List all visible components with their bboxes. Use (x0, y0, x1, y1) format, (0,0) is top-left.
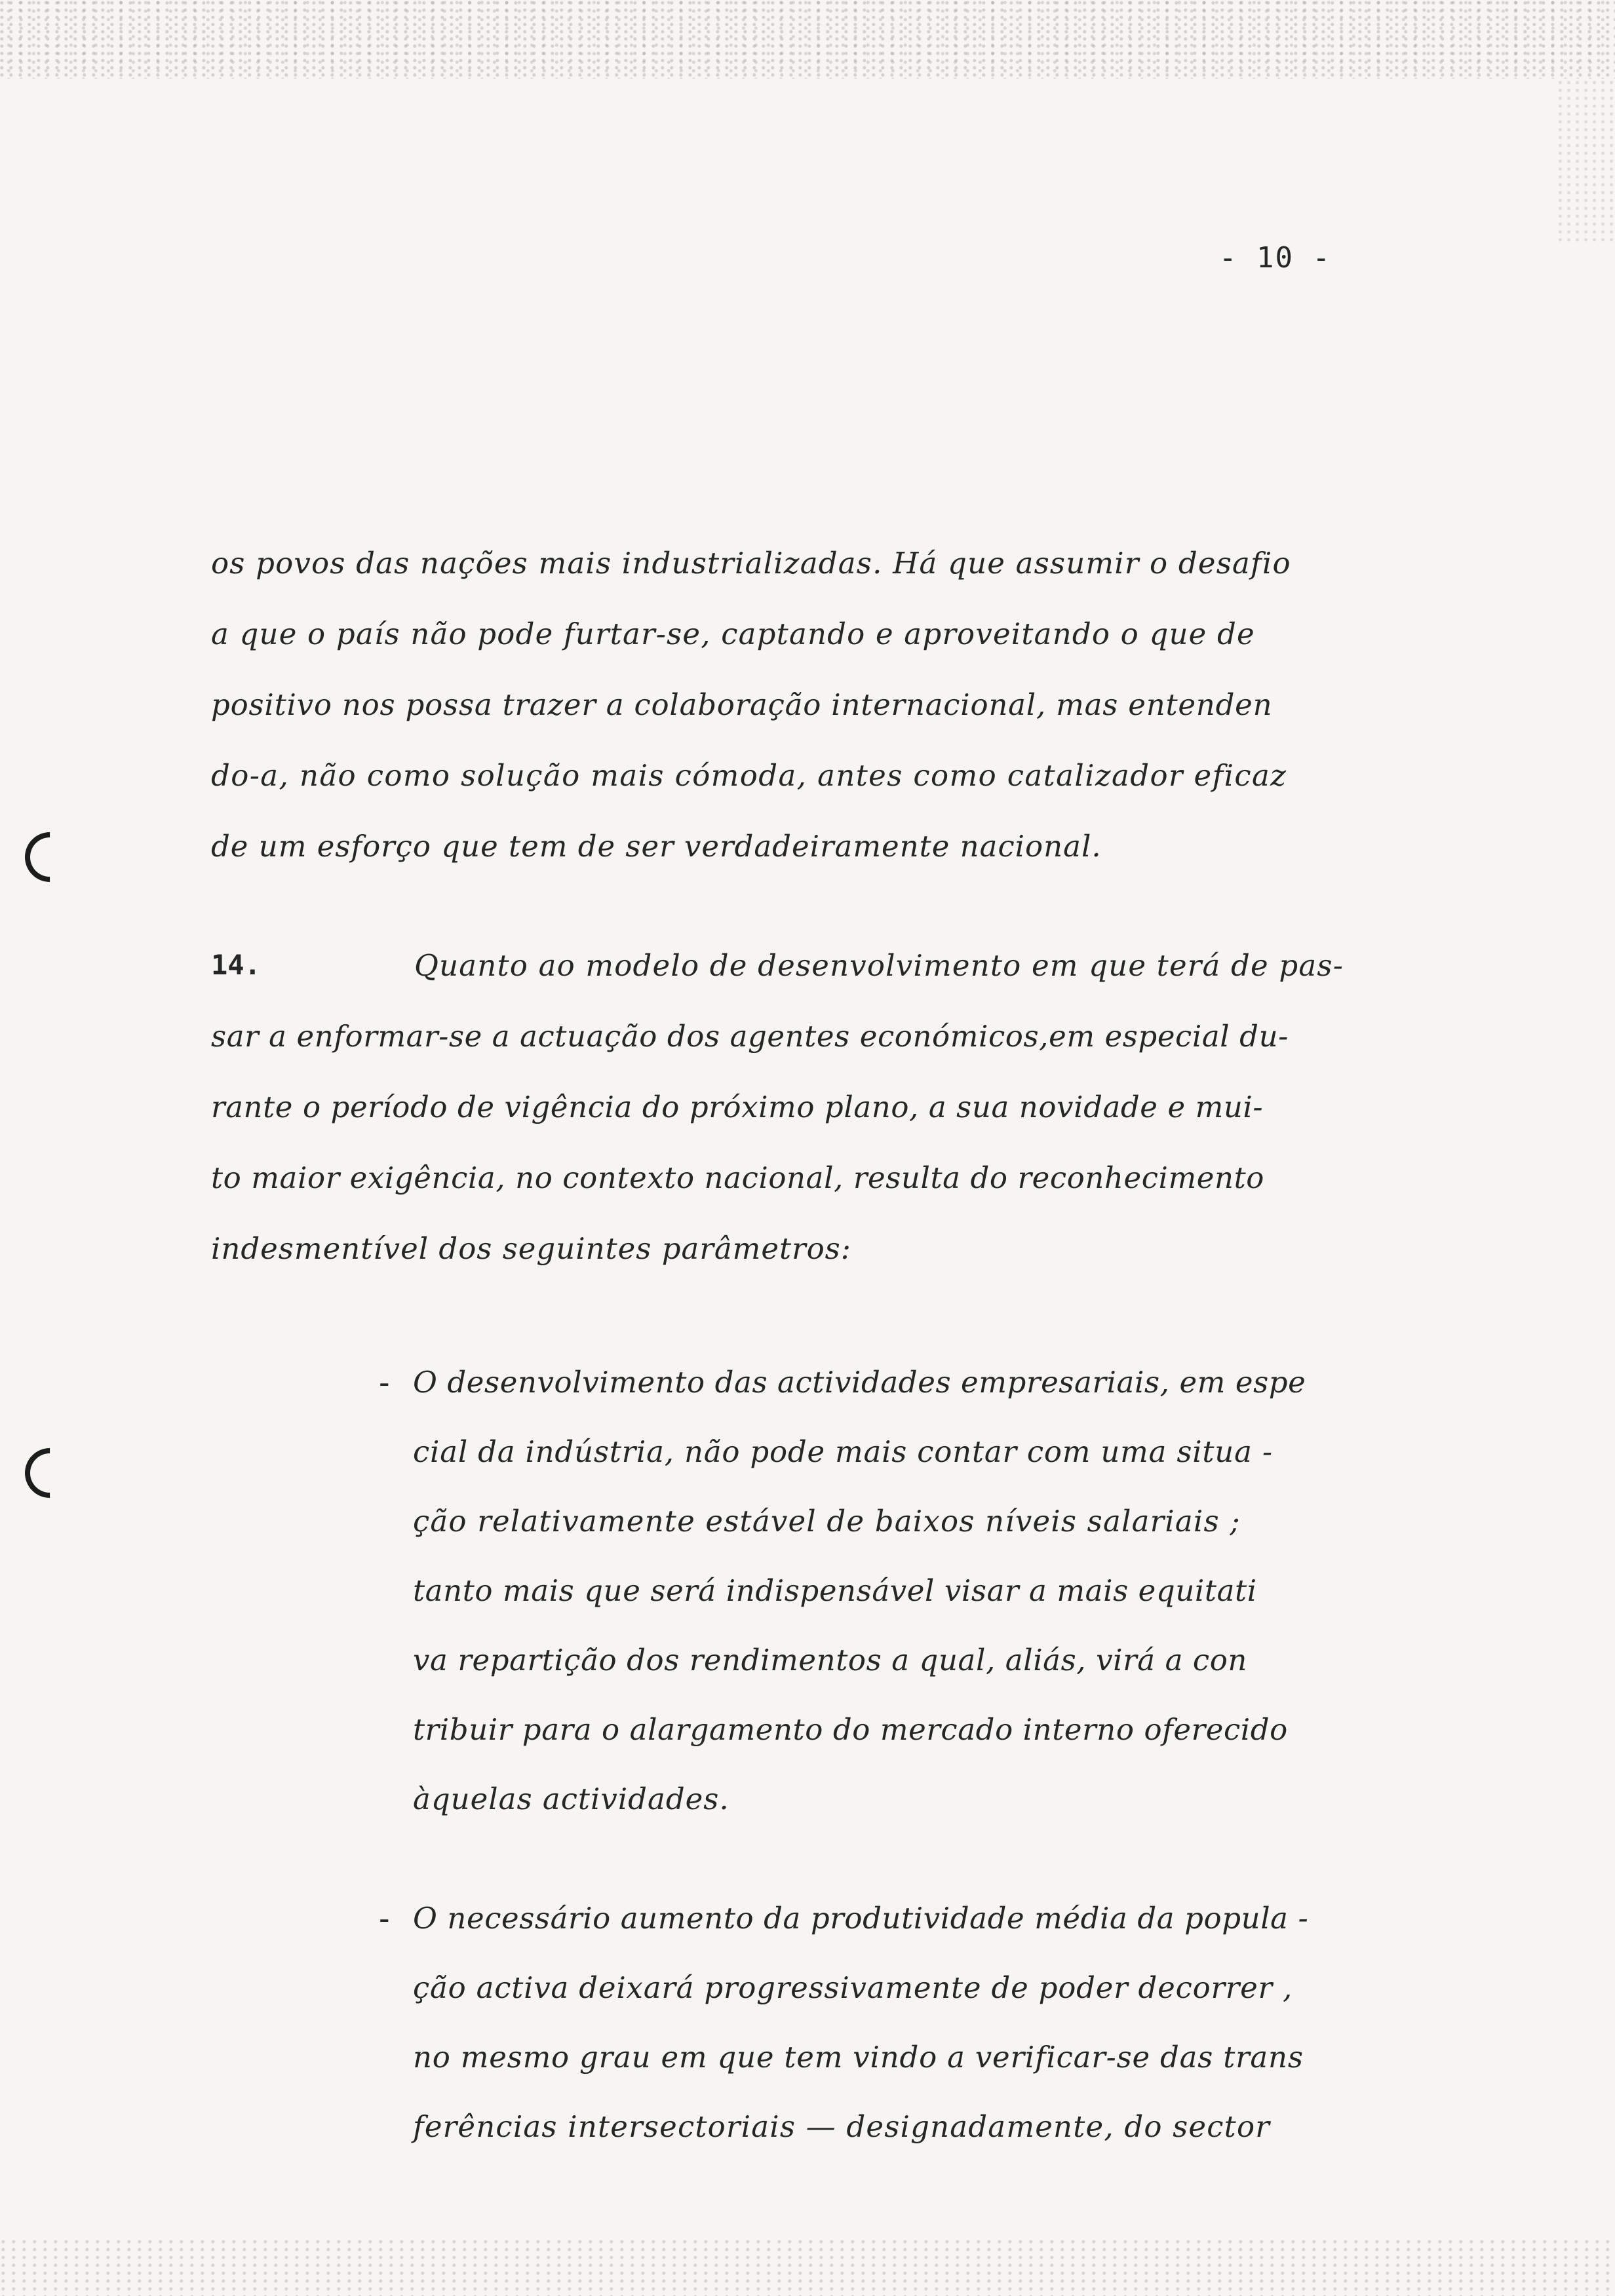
list-item-line: tribuir para o alargamento do mercado interno oferecido (413, 1712, 1288, 1747)
list-item-line: O necessário aumento da produtividade média da popula - (413, 1901, 1309, 1936)
list-item-line: O desenvolvimento das actividades empresariais, em espe (413, 1365, 1306, 1400)
list-item-line: àquelas actividades. (413, 1782, 730, 1816)
list-item-line: va repartição dos rendimentos a qual, aliás, virá a con (413, 1643, 1247, 1677)
paragraph-line: rante o período de vigência do próximo plano, a sua novidade e mui- (211, 1090, 1264, 1124)
paragraph-number: 14. (211, 949, 261, 981)
paragraph-line: do-a, não como solução mais cómoda, antes como catalizador eficaz (211, 758, 1287, 793)
scan-noise-top (0, 0, 1615, 79)
scan-noise-right (1556, 79, 1615, 242)
paragraph-line: positivo nos possa trazer a colaboração internacional, mas entenden (211, 687, 1273, 722)
paragraph-line: sar a enformar-se a actuação dos agentes económicos,em especial du- (211, 1019, 1289, 1054)
page-number: - 10 - (1219, 241, 1331, 275)
list-item-line: ferências intersectoriais — designadamente, do sector (413, 2109, 1270, 2144)
scan-noise-bottom (0, 2237, 1615, 2296)
punch-hole-icon (14, 822, 85, 892)
paragraph-line: a que o país não pode furtar-se, captando e aproveitando o que de (211, 617, 1255, 651)
list-dash: - (379, 1365, 390, 1400)
paragraph-line: Quanto ao modelo de desenvolvimento em que terá de pas- (414, 948, 1344, 983)
list-item-line: cial da indústria, não pode mais contar com uma situa - (413, 1434, 1273, 1469)
paragraph-line: indesmentível dos seguintes parâmetros: (211, 1231, 851, 1266)
list-dash: - (379, 1901, 390, 1936)
list-item-line: ção activa deixará progressivamente de poder decorrer , (413, 1970, 1293, 2005)
paragraph-line: to maior exigência, no contexto nacional, resulta do reconhecimento (211, 1160, 1264, 1195)
punch-hole-icon (14, 1438, 85, 1508)
list-item-line: ção relativamente estável de baixos níveis salariais ; (413, 1504, 1241, 1539)
paragraph-line: de um esforço que tem de ser verdadeiramente nacional. (211, 829, 1102, 864)
list-item-line: no mesmo grau em que tem vindo a verificar-se das trans (413, 2040, 1304, 2075)
paragraph-line: os povos das nações mais industrializadas. Há que assumir o desafio (211, 546, 1291, 581)
list-item-line: tanto mais que será indispensável visar a mais equitati (413, 1573, 1257, 1608)
